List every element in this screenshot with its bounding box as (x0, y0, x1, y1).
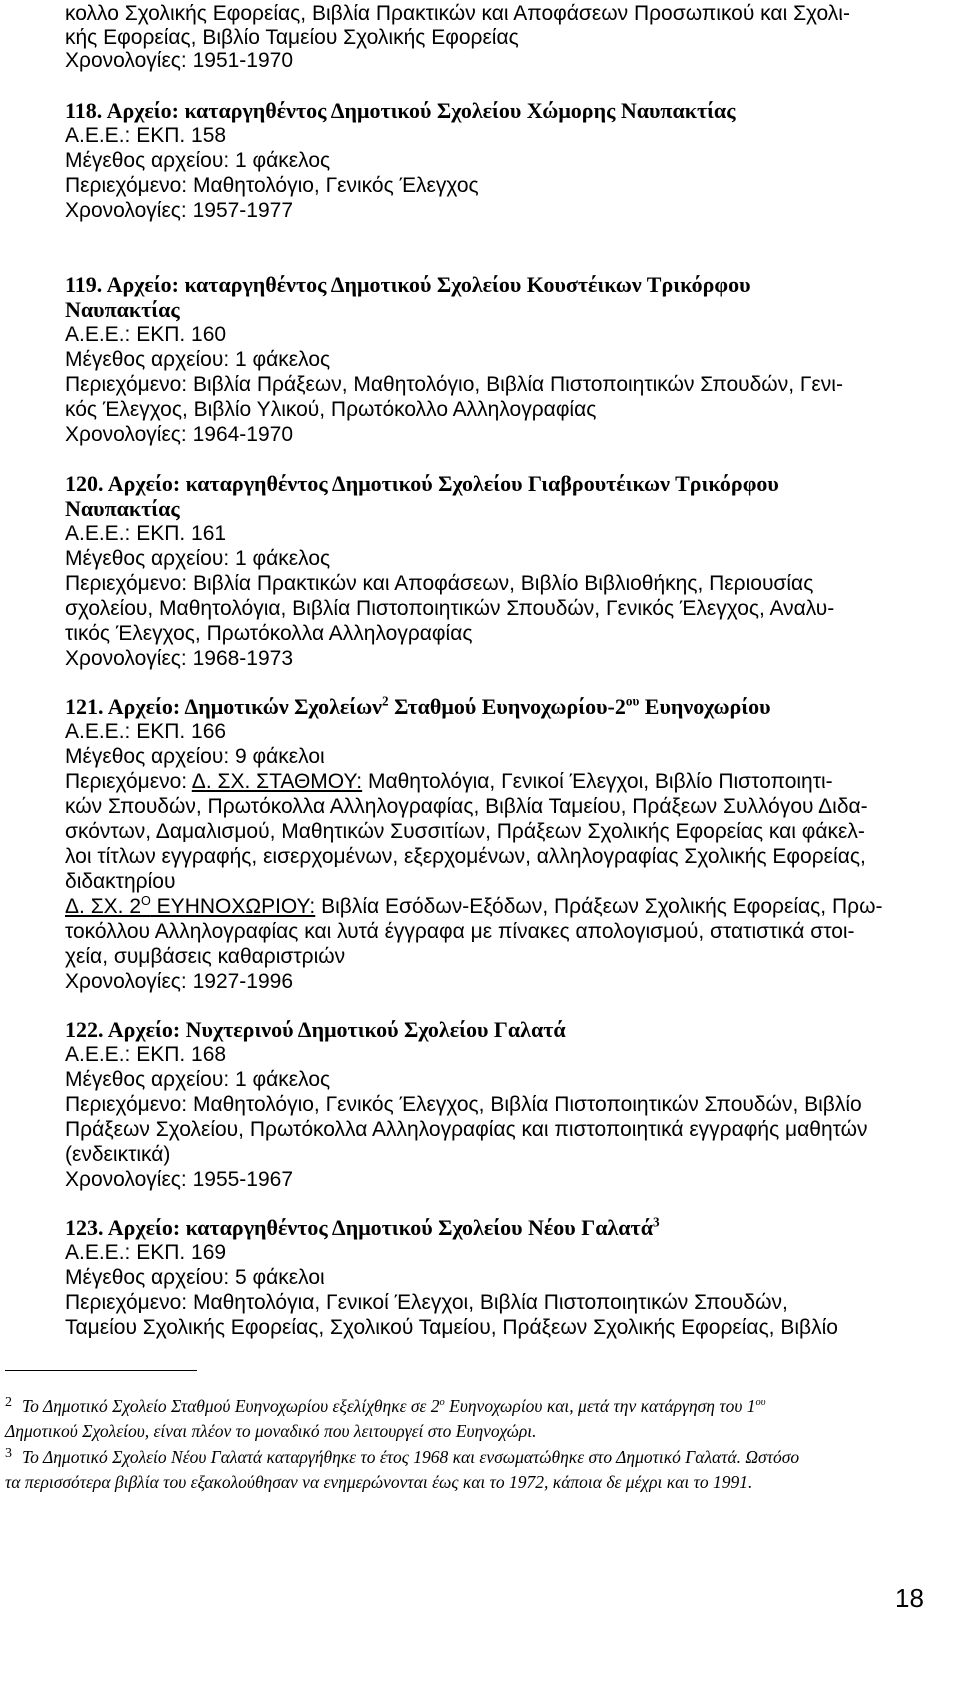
entry-121-content-5: διδακτηρίου (65, 870, 176, 893)
footnote-ref-2: 2 (382, 693, 389, 709)
footnote-3-line-2: τα περισσότερα βιβλία του εξακολούθησαν να ενημερώνονται έως και το 1972, κάποια δε μέχρι και το 1991. (5, 1472, 753, 1492)
entry-121-dates: Χρονολογίες: 1927-1996 (65, 970, 294, 993)
entry-123-title: 123. Αρχείο: καταργηθέντος Δημοτικού Σχολείου Νέου Γαλατά$^3$ (65, 1214, 660, 1240)
entry-123-content-2: Ταμείου Σχολικής Εφορείας, Σχολικού Ταμείου, Πράξεων Σχολικής Εφορείας, Βιβλίο (65, 1316, 838, 1339)
entry-121-content-6: Δ. ΣΧ. $2^O$ ΕΥΗΝΟΧΩΡΙΟΥ: Βιβλία Εσόδων-Εξόδων, Πράξεων Σχολικής Εφορείας, Πρω- (65, 894, 883, 918)
entry-119-size: Μέγεθος αρχείου: 1 φάκελος (65, 348, 331, 371)
entry-118-aee: Α.Ε.Ε.: ΕΚΠ. 158 (65, 124, 227, 147)
entry-121-content-2: κών Σπουδών, Πρωτόκολλα Αλληλογραφίας, Βιβλία Ταμείου, Πράξεων Συλλόγου Διδα- (65, 795, 868, 818)
entry-119-title-cont: Ναυπακτίας (65, 297, 180, 322)
entry-122-content-1: Περιεχόμενο: Μαθητολόγιο, Γενικός Έλεγχος, Βιβλία Πιστοποιητικών Σπουδών, Βιβλίο (65, 1093, 862, 1116)
entry-123-size: Μέγεθος αρχείου: 5 φάκελοι (65, 1266, 325, 1289)
entry-122-content-3: (ενδεικτικά) (65, 1143, 171, 1166)
entry-120-content-3: τικός Έλεγχος, Πρωτόκολλα Αλληλογραφίας (65, 622, 473, 645)
entry-123-aee: Α.Ε.Ε.: ΕΚΠ. 169 (65, 1241, 227, 1264)
entry-121-content-3: σκόντων, Δαμαλισμού, Μαθητικών Συσσιτίων, Πράξεων Σχολικής Εφορείας και φάκελ- (65, 820, 865, 843)
entry-119-aee: Α.Ε.Ε.: ΕΚΠ. 160 (65, 323, 227, 346)
entry-121-content-8: χεία, συμβάσεις καθαριστριών (65, 945, 346, 968)
entry-122-title: 122. Αρχείο: Νυχτερινού Δημοτικού Σχολείου Γαλατά (65, 1017, 566, 1042)
footnote-rule (5, 1370, 197, 1371)
stathmou-label: Δ. ΣΧ. ΣΤΑΘΜΟΥ: (191, 770, 363, 793)
evinochoriou-label: Δ. ΣΧ. $2^O$ ΕΥΗΝΟΧΩΡΙΟΥ: (65, 894, 316, 918)
entry-121-content-7: τοκόλλου Αλληλογραφίας και λυτά έγγραφα με πίνακες απολογισμού, στατιστικά στοι- (65, 920, 855, 943)
footnote-2-line-2: Δημοτικού Σχολείου, είναι πλέον το μοναδικό που λειτουργεί στο Ευηνοχώρι. (5, 1421, 537, 1441)
entry-118-content: Περιεχόμενο: Μαθητολόγιο, Γενικός Έλεγχος (65, 174, 479, 197)
entry-120-content-1: Περιεχόμενο: Βιβλία Πρακτικών και Αποφάσεων, Βιβλίο Βιβλιοθήκης, Περιουσίας (65, 572, 814, 595)
entry-119-title: 119. Αρχείο: καταργηθέντος Δημοτικού Σχολείου Κουστέικων Τρικόρφου (65, 272, 751, 297)
entry-120-title-cont: Ναυπακτίας (65, 496, 180, 521)
entry-123-content-1: Περιεχόμενο: Μαθητολόγια, Γενικοί Έλεγχοι, Βιβλία Πιστοποιητικών Σπουδών, (65, 1291, 788, 1314)
continuation-line-1: κολλο Σχολικής Εφορείας, Βιβλία Πρακτικών και Αποφάσεων Προσωπικού και Σχολι- (65, 2, 850, 25)
entry-121-content-1: Περιεχόμενο: Δ. ΣΧ. ΣΤΑΘΜΟΥ: Μαθητολόγια, Γενικοί Έλεγχοι, Βιβλίο Πιστοποιητι- (65, 770, 833, 793)
entry-120-size: Μέγεθος αρχείου: 1 φάκελος (65, 547, 331, 570)
footnote-2: $^2$ Το Δημοτικό Σχολείο Σταθμού Ευηνοχωρίου εξελίχθηκε σε $2^o$ Ευηνοχωρίου και, μετά την κατάργηση του $1^{o\upsilon}$ (5, 1395, 766, 1416)
footnote-3: $^3$ Το Δημοτικό Σχολείο Νέου Γαλατά καταργήθηκε το έτος 1968 και ενσωματώθηκε στο Δημοτικό Γαλατά. Ωστόσο (5, 1446, 800, 1467)
page-number: 18 (895, 1583, 924, 1613)
entry-119-content-2: κός Έλεγχος, Βιβλίο Υλικού, Πρωτόκολλο Αλληλογραφίας (65, 398, 597, 421)
entry-120-title: 120. Αρχείο: καταργηθέντος Δημοτικού Σχολείου Γιαβρουτέικων Τρικόρφου (65, 471, 779, 496)
entry-122-aee: Α.Ε.Ε.: ΕΚΠ. 168 (65, 1043, 227, 1066)
entry-121-aee: Α.Ε.Ε.: ΕΚΠ. 166 (65, 720, 227, 743)
entry-121-size: Μέγεθος αρχείου: 9 φάκελοι (65, 745, 325, 768)
continuation-dates: Χρονολογίες: 1951-1970 (65, 49, 294, 72)
entry-121-content-4: λοι τίτλων εγγραφής, εισερχομένων, εξερχομένων, αλληλογραφίας Σχολικής Εφορείας, (65, 845, 866, 868)
footnote-ref-3: 3 (652, 1214, 660, 1230)
entry-119-dates: Χρονολογίες: 1964-1970 (65, 423, 294, 446)
continuation-line-2: κής Εφορείας, Βιβλίο Ταμείου Σχολικής Εφορείας (65, 26, 519, 49)
entry-118-size: Μέγεθος αρχείου: 1 φάκελος (65, 149, 331, 172)
entry-118-dates: Χρονολογίες: 1957-1977 (65, 199, 294, 222)
entry-122-size: Μέγεθος αρχείου: 1 φάκελος (65, 1068, 331, 1091)
entry-119-content-1: Περιεχόμενο: Βιβλία Πράξεων, Μαθητολόγιο, Βιβλία Πιστοποιητικών Σπουδών, Γενι- (65, 373, 843, 396)
entry-120-content-2: σχολείου, Μαθητολόγια, Βιβλία Πιστοποιητικών Σπουδών, Γενικός Έλεγχος, Αναλυ- (65, 597, 835, 620)
entry-120-aee: Α.Ε.Ε.: ΕΚΠ. 161 (65, 522, 227, 545)
entry-122-dates: Χρονολογίες: 1955-1967 (65, 1168, 294, 1191)
entry-120-dates: Χρονολογίες: 1968-1973 (65, 647, 294, 670)
entry-122-content-2: Πράξεων Σχολείου, Πρωτόκολλα Αλληλογραφίας και πιστοποιητικά εγγραφής μαθητών (65, 1118, 868, 1141)
entry-121-title: 121. Αρχείο: Δημοτικών Σχολείων$^2$ Σταθμού Ευηνοχωρίου-$2^{o\upsilon}$ Ευηνοχωρίου (65, 693, 771, 719)
entry-118-title: 118. Αρχείο: καταργηθέντος Δημοτικού Σχολείου Χώμορης Ναυπακτίας (65, 98, 736, 123)
